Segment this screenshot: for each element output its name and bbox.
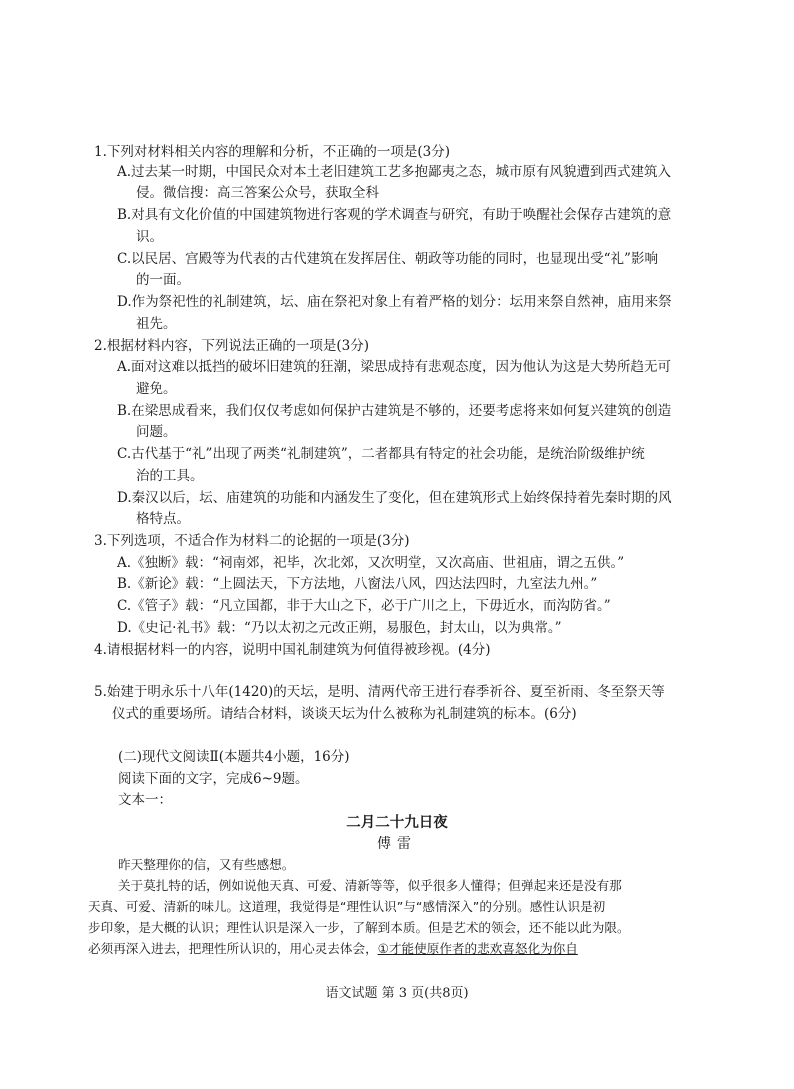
- question-1-stem: 1.下列对材料相关内容的理解和分析，不正确的一项是(3分): [94, 144, 451, 160]
- question-2-option-a: A.面对这难以抵挡的破坏旧建筑的狂潮，梁思成持有悲观态度，因为他认为这是大势所趋无可: [117, 359, 672, 375]
- question-3-stem: 3.下列选项，不适合作为材料二的论据的一项是(3分): [94, 533, 410, 549]
- article-paragraph-2-line-1: 关于莫扎特的话，例如说他天真、可爱、清新等等，似乎很多人懂得；但弹起来还是没有那: [118, 878, 622, 893]
- article-title: 二月二十九日夜: [346, 814, 448, 831]
- question-1-option-d-cont: 祖先。: [136, 316, 177, 332]
- question-2-option-b: B.在梁思成看来，我们仅仅考虑如何保护古建筑是不够的，还要考虑将来如何复兴建筑的创造: [117, 403, 672, 419]
- question-1-option-c: C.以民居、宫殿等为代表的古代建筑在发挥居住、朝政等功能的同时，也显现出受“礼”影响: [117, 251, 658, 267]
- question-1-option-d: D.作为祭祀性的礼制建筑，坛、庙在祭祀对象上有着严格的划分：坛用来祭自然神，庙用来祭: [117, 294, 672, 310]
- question-2-stem: 2.根据材料内容，下列说法正确的一项是(3分): [94, 338, 370, 354]
- question-5-line-1: 5.始建于明永乐十八年(1420)的天坛，是明、清两代帝王进行春季祈谷、夏至祈雨、冬至祭天等: [94, 684, 665, 700]
- article-paragraph-2-line-4: [88, 940, 578, 958]
- article-paragraph-2-line-3: 步印象，是大概的认识；理性认识是深入一步，了解到本质。但是艺术的领会，还不能以此为限。: [88, 920, 630, 935]
- question-1-option-c-cont: 的一面。: [136, 272, 190, 288]
- question-1-option-a-cont: 侵。微信搜：高三答案公众号，获取全科: [136, 185, 379, 201]
- question-3-option-d: D.《史记·礼书》载：“乃以太初之元改正朔，易服色，封太山，以为典常。”: [117, 620, 562, 636]
- section-heading: (二)现代文阅读Ⅱ(本题共4小题，16分): [118, 749, 350, 765]
- question-2-option-d: D.秦汉以后，坛、庙建筑的功能和内涵发生了变化，但在建筑形式上始终保持着先秦时期的风: [117, 490, 672, 506]
- question-2-option-c-cont: 治的工具。: [136, 468, 204, 484]
- question-3-option-b: B.《新论》载：“上圆法天，下方法地，八窗法八风，四达法四时，九室法九州。”: [117, 576, 598, 592]
- question-1-option-a: A.过去某一时期，中国民众对本土老旧建筑工艺多抱鄙夷之态，城市原有风貌遭到西式建筑入: [117, 164, 672, 180]
- question-1-option-b-cont: 识。: [136, 229, 163, 245]
- question-3-option-c: C.《管子》载：“凡立国都，非于大山之下，必于广川之上，下毋近水，而沟防省。”: [117, 598, 611, 614]
- question-3-option-a: A.《独断》载：“祠南郊，祀毕，次北郊，又次明堂，又次高庙、世祖庙，谓之五供。”: [117, 555, 625, 571]
- question-2-option-d-cont: 格特点。: [136, 511, 190, 527]
- article-author: 傅雷: [377, 836, 417, 852]
- article-text-plain: 必须再深入进去，把理性所认识的，用心灵去体会，: [88, 941, 378, 956]
- question-1-option-b: B.对具有文化价值的中国建筑物进行客观的学术调查与研究，有助于唤醒社会保存古建筑的意: [117, 207, 672, 223]
- question-2-option-c: C.古代基于“礼”出现了两类“礼制建筑”，二者都具有特定的社会功能，是统治阶级维护统: [117, 446, 645, 462]
- underlined-sentence-1: ①才能使原作者的悲欢喜怒化为你自: [377, 941, 578, 956]
- section-instruction: 阅读下面的文字，完成6~9题。: [118, 771, 309, 787]
- question-2-option-b-cont: 问题。: [136, 424, 177, 440]
- text-one-label: 文本一：: [118, 792, 172, 808]
- question-2-option-a-cont: 避免。: [136, 381, 177, 397]
- article-paragraph-2-line-2: 天真、可爱、清新的味儿。这道理，我觉得是“理性认识”与“感情深入”的分别。感性认识是初: [88, 899, 606, 914]
- article-paragraph-1: 昨天整理你的信，又有些感想。: [118, 857, 295, 872]
- question-4-stem: 4.请根据材料一的内容，说明中国礼制建筑为何值得被珍视。(4分): [94, 642, 491, 658]
- page-footer: 语文试题 第 3 页(共8页): [325, 986, 469, 1001]
- question-5-line-2: 仪式的重要场所。请结合材料，谈谈天坛为什么被称为礼制建筑的标本。(6分): [112, 706, 577, 722]
